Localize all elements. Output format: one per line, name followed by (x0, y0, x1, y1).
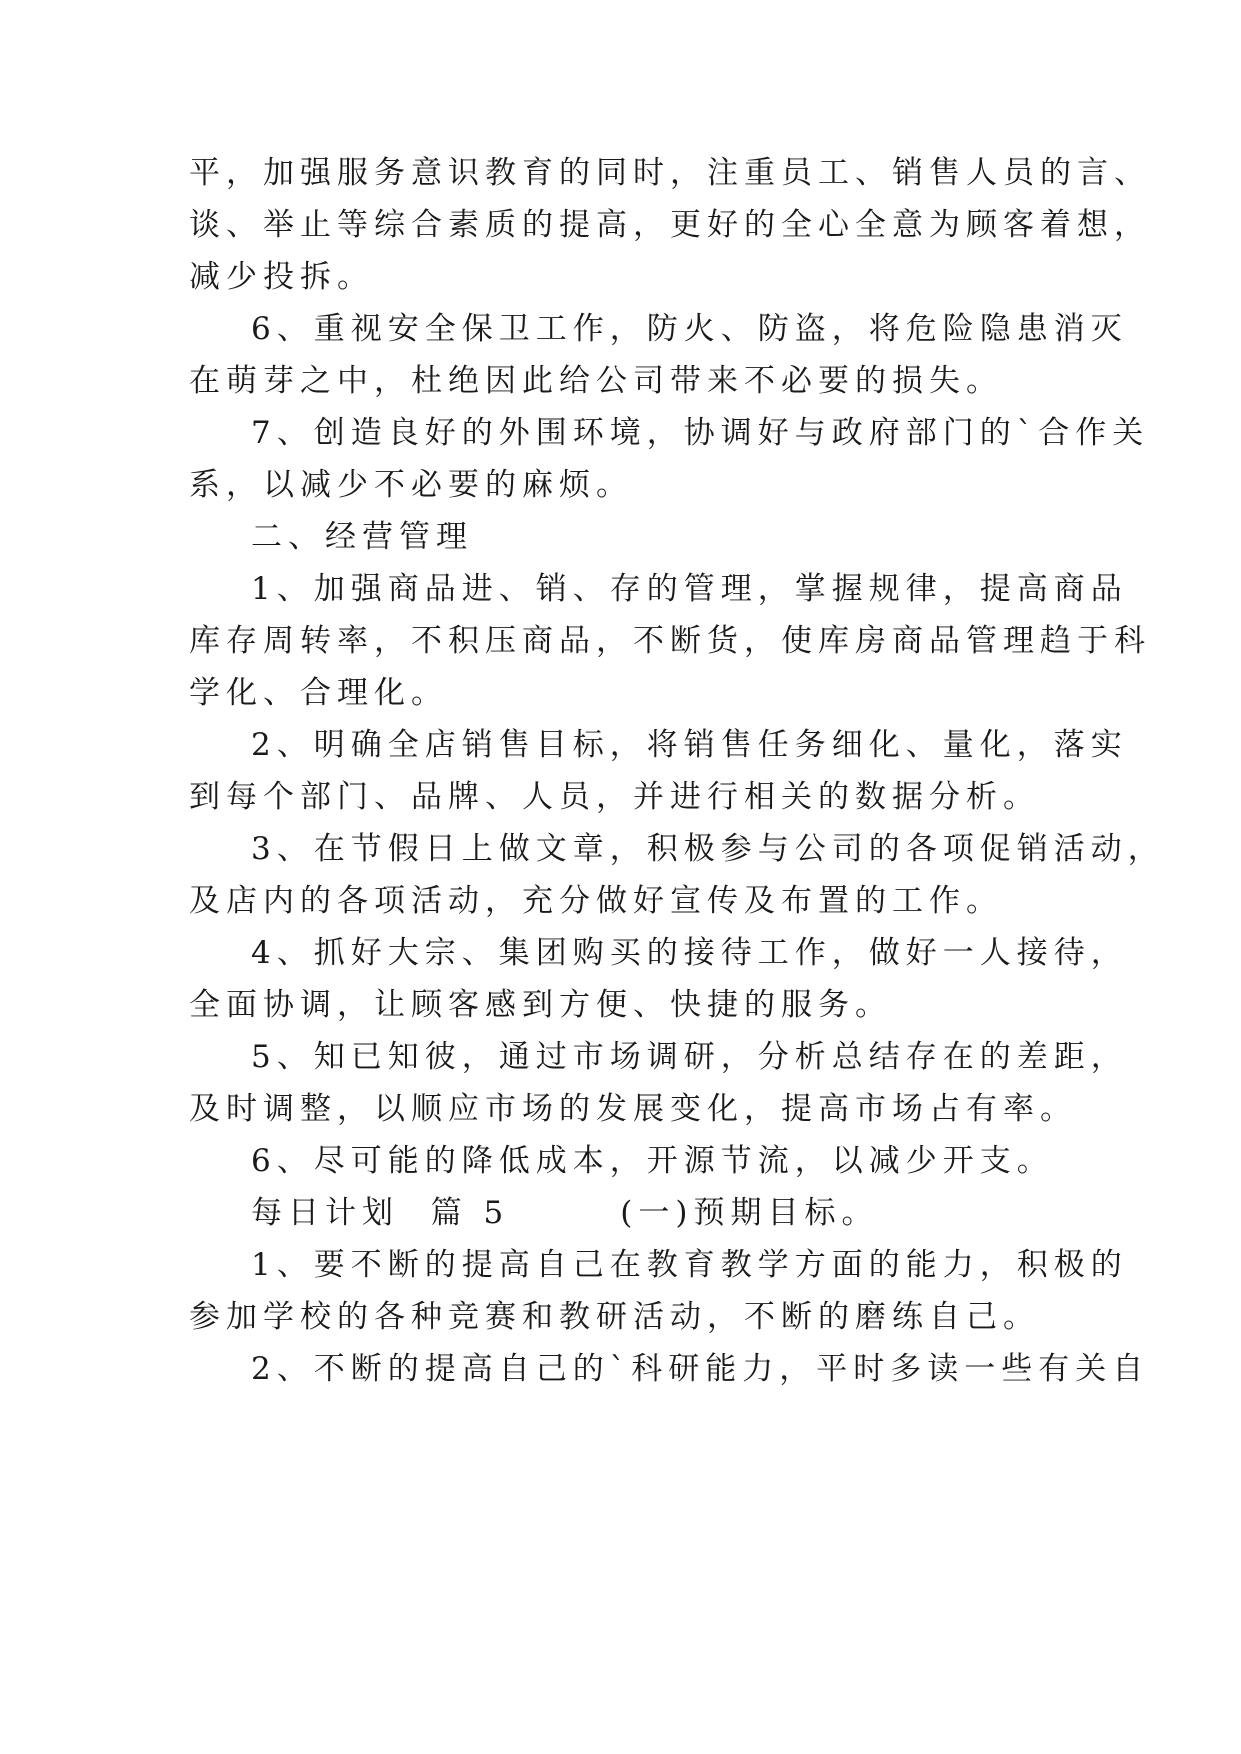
text-line: 7、创造良好的外围环境，协调好与政府部门的`合作关 (251, 415, 1150, 451)
text-line: 全面协调，让顾客感到方便、快捷的服务。 (189, 987, 892, 1023)
text-line: 平，加强服务意识教育的同时，注重员工、销售人员的言、 (189, 155, 1151, 191)
section-heading: 每日计划 篇 5 (一)预期目标。 (251, 1195, 879, 1231)
text-line: 系，以减少不必要的麻烦。 (189, 467, 633, 503)
text-line: 1、要不断的提高自己在教育教学方面的能力，积极的 (251, 1247, 1128, 1283)
text-line: 及时调整，以顺应市场的发展变化，提高市场占有率。 (189, 1091, 1077, 1127)
text-line: 减少投拆。 (189, 259, 374, 295)
text-line: 及店内的各项活动，充分做好宣传及布置的工作。 (189, 883, 1003, 919)
text-line: 到每个部门、品牌、人员，并进行相关的数据分析。 (189, 779, 1040, 815)
text-line: 参加学校的各种竞赛和教研活动，不断的磨练自己。 (189, 1299, 1040, 1335)
text-line: 5、知已知彼，通过市场调研，分析总结存在的差距， (251, 1039, 1128, 1075)
section-heading: 二、经营管理 (251, 519, 473, 555)
text-line: 2、明确全店销售目标，将销售任务细化、量化，落实 (251, 727, 1128, 763)
text-line: 4、抓好大宗、集团购买的接待工作，做好一人接待， (251, 935, 1128, 971)
text-line: 谈、举止等综合素质的提高，更好的全心全意为顾客着想， (189, 207, 1151, 243)
text-line: 6、尽可能的降低成本，开源节流，以减少开支。 (251, 1143, 1054, 1179)
text-line: 学化、合理化。 (189, 675, 448, 711)
text-line: 1、加强商品进、销、存的管理，掌握规律，提高商品 (251, 571, 1128, 607)
text-line: 6、重视安全保卫工作，防火、防盗，将危险隐患消灭 (251, 311, 1128, 347)
text-line: 2、不断的提高自己的`科研能力，平时多读一些有关自 (251, 1351, 1150, 1387)
text-line: 在萌芽之中，杜绝因此给公司带来不必要的损失。 (189, 363, 1003, 399)
text-line: 3、在节假日上做文章，积极参与公司的各项促销活动， (251, 831, 1165, 867)
text-line: 库存周转率，不积压商品，不断货，使库房商品管理趋于科 (189, 623, 1151, 659)
